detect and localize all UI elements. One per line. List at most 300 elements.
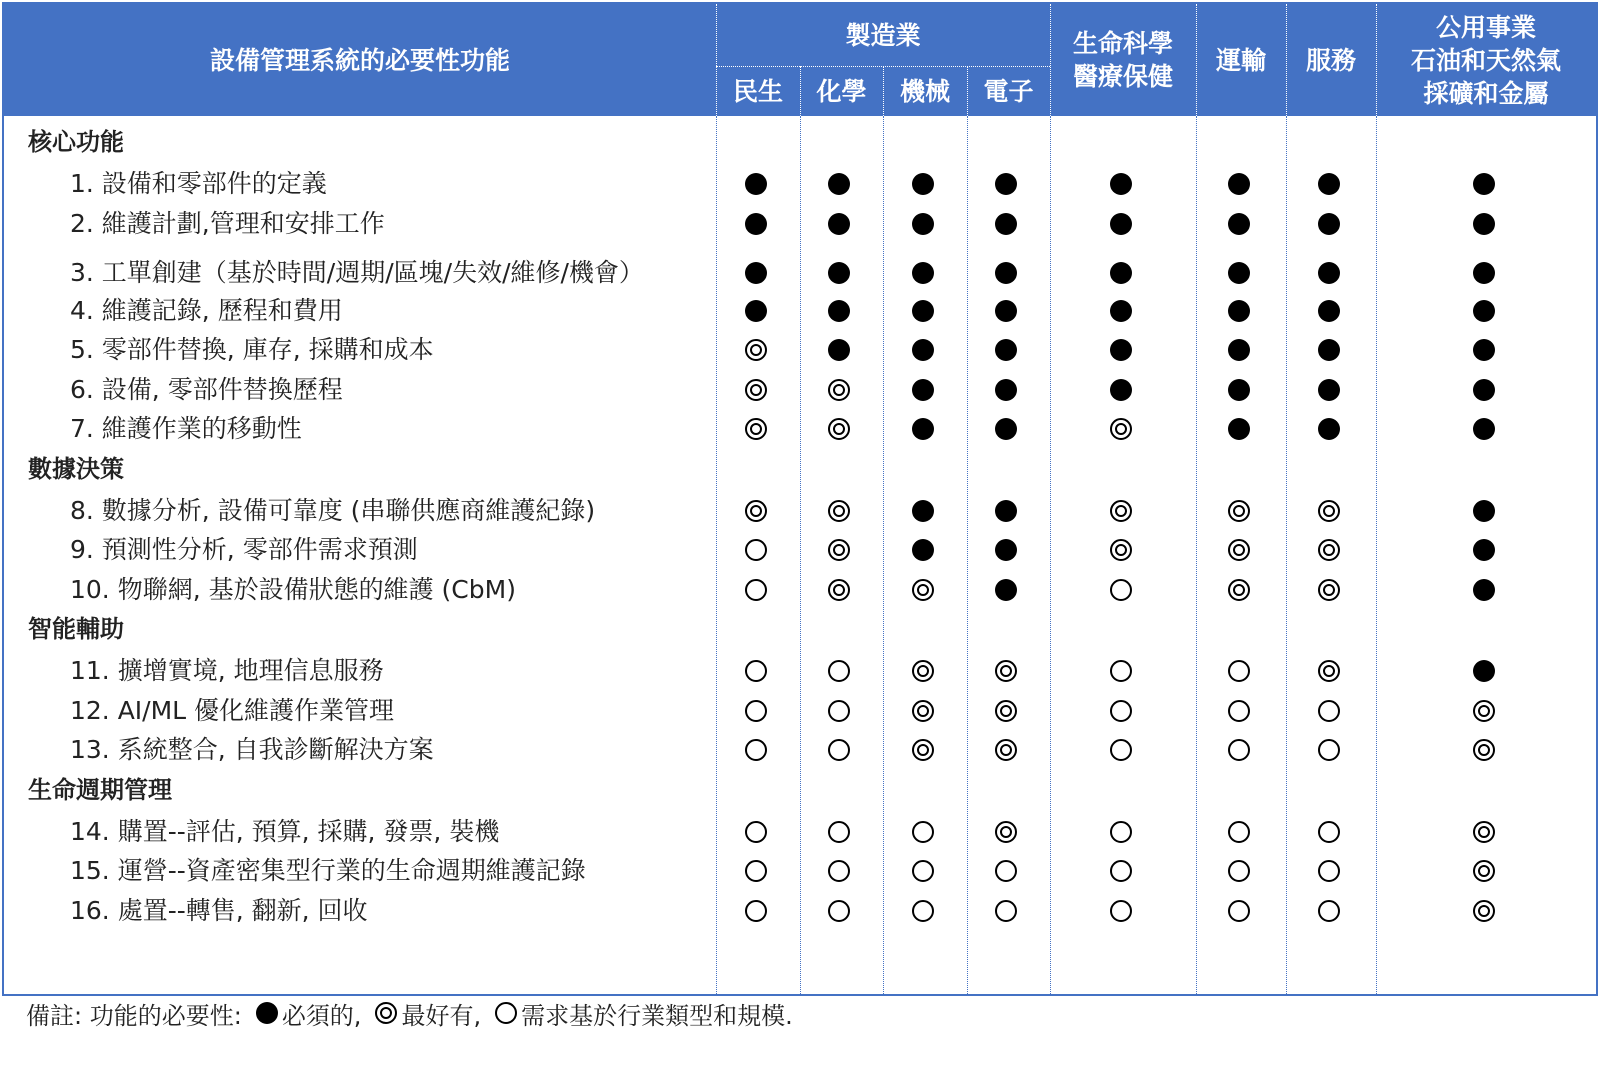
feature-matrix-table xyxy=(2,2,1598,996)
required-dot-icon xyxy=(1318,300,1340,322)
mark-electronics xyxy=(986,570,1026,610)
mark-chemical xyxy=(819,370,859,410)
optional-circle-icon xyxy=(828,821,850,843)
required-dot-icon xyxy=(1473,418,1495,440)
category-title: 智能輔助 xyxy=(28,615,124,643)
header-divider xyxy=(1286,4,1287,116)
mark-consumer xyxy=(736,812,776,852)
mark-electronics xyxy=(986,530,1026,570)
required-dot-icon xyxy=(995,418,1017,440)
nice-to-have-icon xyxy=(1473,700,1495,722)
mark-electronics xyxy=(986,891,1026,931)
optional-circle-icon xyxy=(745,821,767,843)
optional-circle-icon xyxy=(1110,821,1132,843)
required-dot-icon xyxy=(995,339,1017,361)
mark-transport xyxy=(1219,491,1259,531)
legend-prefix: 備註: 功能的必要性: xyxy=(26,1001,242,1030)
table-row xyxy=(4,291,1596,331)
mark-chemical xyxy=(819,330,859,370)
legend-required-label: 必須的, xyxy=(281,1001,362,1030)
nice-to-have-icon xyxy=(828,539,850,561)
mark-machinery xyxy=(903,291,943,331)
mark-consumer xyxy=(736,409,776,449)
services-header: 服務 xyxy=(1305,45,1356,75)
mark-transport xyxy=(1219,409,1259,449)
feature-label: 4. 維護記錄, 歷程和費用 xyxy=(70,295,343,325)
nice-to-have-icon xyxy=(745,339,767,361)
required-dot-icon xyxy=(1473,379,1495,401)
required-dot-icon xyxy=(995,300,1017,322)
mark-utilities xyxy=(1464,851,1504,891)
mark-services xyxy=(1309,812,1349,852)
mark-consumer xyxy=(736,491,776,531)
required-dot-icon xyxy=(1318,379,1340,401)
required-dot-icon xyxy=(1318,173,1340,195)
mark-services xyxy=(1309,330,1349,370)
optional-circle-icon xyxy=(1110,739,1132,761)
required-dot-icon xyxy=(912,173,934,195)
optional-circle-icon xyxy=(745,660,767,682)
table-row xyxy=(4,491,1596,531)
mark-consumer xyxy=(736,164,776,204)
optional-circle-icon xyxy=(1228,860,1250,882)
optional-circle-icon xyxy=(745,579,767,601)
table-row xyxy=(4,253,1596,293)
required-dot-icon xyxy=(1228,339,1250,361)
optional-circle-icon xyxy=(745,900,767,922)
nice-to-have-icon xyxy=(828,500,850,522)
table-row xyxy=(4,370,1596,410)
mark-electronics xyxy=(986,370,1026,410)
legend-nice-to-have-icon xyxy=(371,998,401,1028)
required-dot-icon xyxy=(745,173,767,195)
optional-circle-icon xyxy=(745,539,767,561)
mark-life-science xyxy=(1101,253,1141,293)
optional-circle-icon xyxy=(828,900,850,922)
mark-machinery xyxy=(903,851,943,891)
required-dot-icon xyxy=(995,173,1017,195)
mark-utilities xyxy=(1464,570,1504,610)
mark-chemical xyxy=(819,812,859,852)
mark-transport xyxy=(1219,691,1259,731)
mark-life-science xyxy=(1101,570,1141,610)
required-dot-icon xyxy=(1318,262,1340,284)
feature-label: 13. 系統整合, 自我診斷解決方案 xyxy=(70,735,434,764)
optional-circle-icon xyxy=(828,660,850,682)
mark-consumer xyxy=(736,330,776,370)
required-dot-icon xyxy=(1110,339,1132,361)
mark-services xyxy=(1309,370,1349,410)
mark-life-science xyxy=(1101,291,1141,331)
category-title: 數據決策 xyxy=(28,454,124,483)
nice-to-have-icon xyxy=(745,379,767,401)
feature-label: 3. 工單創建（基於時間/週期/區塊/失效/維修/機會） xyxy=(70,258,644,287)
required-dot-icon xyxy=(828,173,850,195)
optional-circle-icon xyxy=(1228,821,1250,843)
mark-consumer xyxy=(736,691,776,731)
optional-circle-icon xyxy=(1110,900,1132,922)
table-row xyxy=(4,651,1596,691)
optional-circle-icon xyxy=(912,900,934,922)
feature-label: 5. 零部件替換, 庫存, 採購和成本 xyxy=(70,335,434,364)
nice-to-have-icon xyxy=(1318,579,1340,601)
mark-life-science xyxy=(1101,330,1141,370)
required-dot-icon xyxy=(995,262,1017,284)
mark-services xyxy=(1309,409,1349,449)
mark-consumer xyxy=(736,851,776,891)
nice-to-have-icon xyxy=(995,700,1017,722)
required-dot-icon xyxy=(1228,213,1250,235)
mark-transport xyxy=(1219,812,1259,852)
utilities-line-2: 石油和天然氣 xyxy=(1410,45,1561,75)
optional-circle-icon xyxy=(995,900,1017,922)
mark-electronics xyxy=(986,409,1026,449)
required-dot-icon xyxy=(1473,500,1495,522)
mark-machinery xyxy=(903,253,943,293)
required-dot-icon xyxy=(912,213,934,235)
mark-consumer xyxy=(736,530,776,570)
mark-transport xyxy=(1219,730,1259,770)
feature-label: 7. 維護作業的移動性 xyxy=(70,414,302,443)
nice-to-have-icon xyxy=(828,379,850,401)
mark-transport xyxy=(1219,330,1259,370)
feature-label: 1. 設備和零部件的定義 xyxy=(70,169,327,198)
mark-life-science xyxy=(1101,409,1141,449)
mark-services xyxy=(1309,253,1349,293)
mark-life-science xyxy=(1101,530,1141,570)
required-dot-icon xyxy=(1318,418,1340,440)
header-divider xyxy=(967,66,968,116)
required-dot-icon xyxy=(995,379,1017,401)
mark-machinery xyxy=(903,570,943,610)
required-dot-icon xyxy=(1473,262,1495,284)
required-dot-icon xyxy=(1473,660,1495,682)
utilities-line-1: 公用事業 xyxy=(1435,12,1536,42)
mark-chemical xyxy=(819,253,859,293)
mark-life-science xyxy=(1101,370,1141,410)
mark-utilities xyxy=(1464,491,1504,531)
nice-to-have-icon xyxy=(912,700,934,722)
life-science-line-1: 生命科學 xyxy=(1072,29,1173,58)
mark-utilities xyxy=(1464,891,1504,931)
mark-electronics xyxy=(986,291,1026,331)
mark-chemical xyxy=(819,409,859,449)
required-dot-icon xyxy=(912,300,934,322)
mark-machinery xyxy=(903,691,943,731)
category-title: 核心功能 xyxy=(28,128,124,156)
mark-life-science xyxy=(1101,204,1141,244)
mark-electronics xyxy=(986,691,1026,731)
header-divider xyxy=(883,66,884,116)
mark-utilities xyxy=(1464,691,1504,731)
mark-services xyxy=(1309,530,1349,570)
nice-to-have-icon xyxy=(995,821,1017,843)
mark-life-science xyxy=(1101,812,1141,852)
mark-services xyxy=(1309,204,1349,244)
mark-chemical xyxy=(819,570,859,610)
nice-to-have-icon xyxy=(995,660,1017,682)
feature-column-header: 設備管理系統的必要性功能 xyxy=(209,45,510,75)
nice-to-have-icon xyxy=(1228,500,1250,522)
required-dot-icon xyxy=(995,539,1017,561)
mark-chemical xyxy=(819,204,859,244)
optional-circle-icon xyxy=(1318,900,1340,922)
optional-circle-icon xyxy=(1110,660,1132,682)
optional-circle-icon xyxy=(1228,739,1250,761)
mark-utilities xyxy=(1464,253,1504,293)
nice-to-have-icon xyxy=(1318,500,1340,522)
required-dot-icon xyxy=(1110,173,1132,195)
legend-required-icon xyxy=(252,998,282,1028)
feature-label: 11. 擴增實境, 地理信息服務 xyxy=(70,656,384,685)
nice-to-have-icon xyxy=(745,418,767,440)
utilities-line-3: 採礦和金屬 xyxy=(1423,78,1549,108)
mark-electronics xyxy=(986,330,1026,370)
mark-transport xyxy=(1219,370,1259,410)
mark-utilities xyxy=(1464,530,1504,570)
mark-utilities xyxy=(1464,164,1504,204)
required-dot-icon xyxy=(1228,418,1250,440)
table-row xyxy=(4,570,1596,610)
required-dot-icon xyxy=(912,379,934,401)
required-dot-icon xyxy=(995,500,1017,522)
required-dot-icon xyxy=(828,213,850,235)
required-dot-icon xyxy=(912,539,934,561)
optional-circle-icon xyxy=(995,860,1017,882)
mark-electronics xyxy=(986,851,1026,891)
legend-optional-icon xyxy=(491,998,521,1028)
sub-header-electronics: 電子 xyxy=(983,76,1034,106)
mark-electronics xyxy=(986,730,1026,770)
mark-machinery xyxy=(903,370,943,410)
nice-to-have-icon xyxy=(1318,539,1340,561)
category-row xyxy=(4,609,1596,649)
mark-chemical xyxy=(819,691,859,731)
table-row xyxy=(4,330,1596,370)
required-dot-icon xyxy=(995,579,1017,601)
required-dot-icon xyxy=(1318,213,1340,235)
required-dot-icon xyxy=(1228,300,1250,322)
optional-circle-icon xyxy=(1318,700,1340,722)
mark-consumer xyxy=(736,253,776,293)
mark-services xyxy=(1309,851,1349,891)
required-dot-icon xyxy=(828,300,850,322)
mark-life-science xyxy=(1101,164,1141,204)
feature-label: 6. 設備, 零部件替換歷程 xyxy=(70,374,343,404)
mark-services xyxy=(1309,164,1349,204)
mark-electronics xyxy=(986,253,1026,293)
required-dot-icon xyxy=(1110,379,1132,401)
mark-electronics xyxy=(986,812,1026,852)
required-dot-icon xyxy=(912,262,934,284)
nice-to-have-icon xyxy=(1473,739,1495,761)
mark-electronics xyxy=(986,164,1026,204)
nice-to-have-icon xyxy=(912,660,934,682)
mark-machinery xyxy=(903,164,943,204)
mark-chemical xyxy=(819,291,859,331)
category-row xyxy=(4,449,1596,489)
nice-to-have-icon xyxy=(1473,821,1495,843)
mark-utilities xyxy=(1464,812,1504,852)
legend-nice-to-have-label: 最好有, xyxy=(401,1001,482,1030)
optional-circle-icon xyxy=(828,739,850,761)
nice-to-have-icon xyxy=(1228,539,1250,561)
feature-label: 9. 預測性分析, 零部件需求預測 xyxy=(70,535,418,564)
mark-utilities xyxy=(1464,291,1504,331)
mark-consumer xyxy=(736,291,776,331)
mark-chemical xyxy=(819,164,859,204)
optional-circle-icon xyxy=(1318,860,1340,882)
feature-label: 2. 維護計劃,管理和安排工作 xyxy=(70,208,385,238)
mark-transport xyxy=(1219,164,1259,204)
optional-circle-icon xyxy=(912,821,934,843)
nice-to-have-icon xyxy=(1110,418,1132,440)
nice-to-have-icon xyxy=(1473,900,1495,922)
mark-transport xyxy=(1219,851,1259,891)
table-row xyxy=(4,730,1596,770)
nice-to-have-icon xyxy=(995,739,1017,761)
life-science-header xyxy=(1050,4,1196,116)
nice-to-have-icon xyxy=(828,579,850,601)
table-row xyxy=(4,851,1596,891)
feature-label: 12. AI/ML 優化維護作業管理 xyxy=(70,695,395,725)
optional-circle-icon xyxy=(1228,700,1250,722)
optional-circle-icon xyxy=(1318,739,1340,761)
mark-machinery xyxy=(903,812,943,852)
feature-label: 15. 運營--資產密集型行業的生命週期維護記錄 xyxy=(70,856,586,885)
required-dot-icon xyxy=(912,418,934,440)
feature-label: 10. 物聯網, 基於設備狀態的維護 (CbM) xyxy=(70,574,516,604)
mark-transport xyxy=(1219,253,1259,293)
required-dot-icon xyxy=(828,262,850,284)
nice-to-have-icon xyxy=(912,579,934,601)
nice-to-have-icon xyxy=(1473,860,1495,882)
manufacturing-header: 製造業 xyxy=(845,20,921,50)
mark-utilities xyxy=(1464,730,1504,770)
mark-transport xyxy=(1219,570,1259,610)
mark-life-science xyxy=(1101,730,1141,770)
mark-services xyxy=(1309,651,1349,691)
mark-services xyxy=(1309,730,1349,770)
transport-header: 運輸 xyxy=(1215,45,1266,75)
mark-consumer xyxy=(736,891,776,931)
nice-to-have-icon xyxy=(828,418,850,440)
table-header xyxy=(4,4,1596,116)
mark-consumer xyxy=(736,730,776,770)
table-row xyxy=(4,409,1596,449)
mark-consumer xyxy=(736,570,776,610)
mark-transport xyxy=(1219,891,1259,931)
header-divider xyxy=(1050,4,1051,116)
header-divider xyxy=(1196,4,1197,116)
sub-header-consumer: 民生 xyxy=(732,76,783,106)
table-row xyxy=(4,691,1596,731)
mark-machinery xyxy=(903,204,943,244)
required-dot-icon xyxy=(745,300,767,322)
mark-machinery xyxy=(903,330,943,370)
nice-to-have-icon xyxy=(745,500,767,522)
mark-consumer xyxy=(736,204,776,244)
mark-utilities xyxy=(1464,370,1504,410)
required-dot-icon xyxy=(1318,339,1340,361)
mark-transport xyxy=(1219,651,1259,691)
mark-electronics xyxy=(986,491,1026,531)
feature-label: 16. 處置--轉售, 翻新, 回收 xyxy=(70,895,368,925)
optional-circle-icon xyxy=(1228,660,1250,682)
utilities-header xyxy=(1376,4,1596,116)
nice-to-have-icon xyxy=(1228,579,1250,601)
category-row xyxy=(4,122,1596,162)
required-dot-icon xyxy=(1473,213,1495,235)
required-dot-icon xyxy=(1473,539,1495,561)
mark-machinery xyxy=(903,891,943,931)
optional-circle-icon xyxy=(745,739,767,761)
mark-life-science xyxy=(1101,491,1141,531)
life-science-line-2: 醫療保健 xyxy=(1072,62,1173,91)
optional-circle-icon xyxy=(1110,860,1132,882)
mark-transport xyxy=(1219,530,1259,570)
optional-circle-icon xyxy=(1110,579,1132,601)
mark-consumer xyxy=(736,370,776,410)
mark-services xyxy=(1309,291,1349,331)
mark-transport xyxy=(1219,291,1259,331)
required-dot-icon xyxy=(828,339,850,361)
mark-utilities xyxy=(1464,330,1504,370)
nice-to-have-icon xyxy=(1110,539,1132,561)
mark-machinery xyxy=(903,491,943,531)
optional-circle-icon xyxy=(828,860,850,882)
optional-circle-icon xyxy=(828,700,850,722)
header-divider xyxy=(716,66,1050,67)
mark-chemical xyxy=(819,730,859,770)
sub-header-machinery: 機械 xyxy=(899,76,950,106)
required-dot-icon xyxy=(745,262,767,284)
required-dot-icon xyxy=(1473,300,1495,322)
optional-circle-icon xyxy=(1318,821,1340,843)
category-title: 生命週期管理 xyxy=(28,775,172,804)
feature-label: 14. 購置--評估, 預算, 採購, 發票, 裝機 xyxy=(70,816,500,846)
legend-optional-label: 需求基於行業類型和規模. xyxy=(521,1001,793,1030)
required-dot-icon xyxy=(1110,262,1132,284)
optional-circle-icon xyxy=(1228,900,1250,922)
nice-to-have-icon xyxy=(1318,660,1340,682)
mark-chemical xyxy=(819,891,859,931)
required-dot-icon xyxy=(1473,173,1495,195)
optional-circle-icon xyxy=(745,700,767,722)
required-dot-icon xyxy=(1110,300,1132,322)
mark-chemical xyxy=(819,491,859,531)
legend-note xyxy=(26,996,803,1030)
mark-chemical xyxy=(819,851,859,891)
mark-chemical xyxy=(819,651,859,691)
required-dot-icon xyxy=(995,213,1017,235)
mark-life-science xyxy=(1101,891,1141,931)
required-dot-icon xyxy=(745,213,767,235)
table-row xyxy=(4,530,1596,570)
mark-services xyxy=(1309,891,1349,931)
optional-circle-icon xyxy=(1110,700,1132,722)
optional-circle-icon xyxy=(912,860,934,882)
optional-circle-icon xyxy=(745,860,767,882)
table-body xyxy=(4,116,1596,994)
required-dot-icon xyxy=(912,500,934,522)
nice-to-have-icon xyxy=(912,739,934,761)
required-dot-icon xyxy=(1473,339,1495,361)
table-row xyxy=(4,164,1596,204)
table-row xyxy=(4,812,1596,852)
mark-chemical xyxy=(819,530,859,570)
header-divider xyxy=(1376,4,1377,116)
